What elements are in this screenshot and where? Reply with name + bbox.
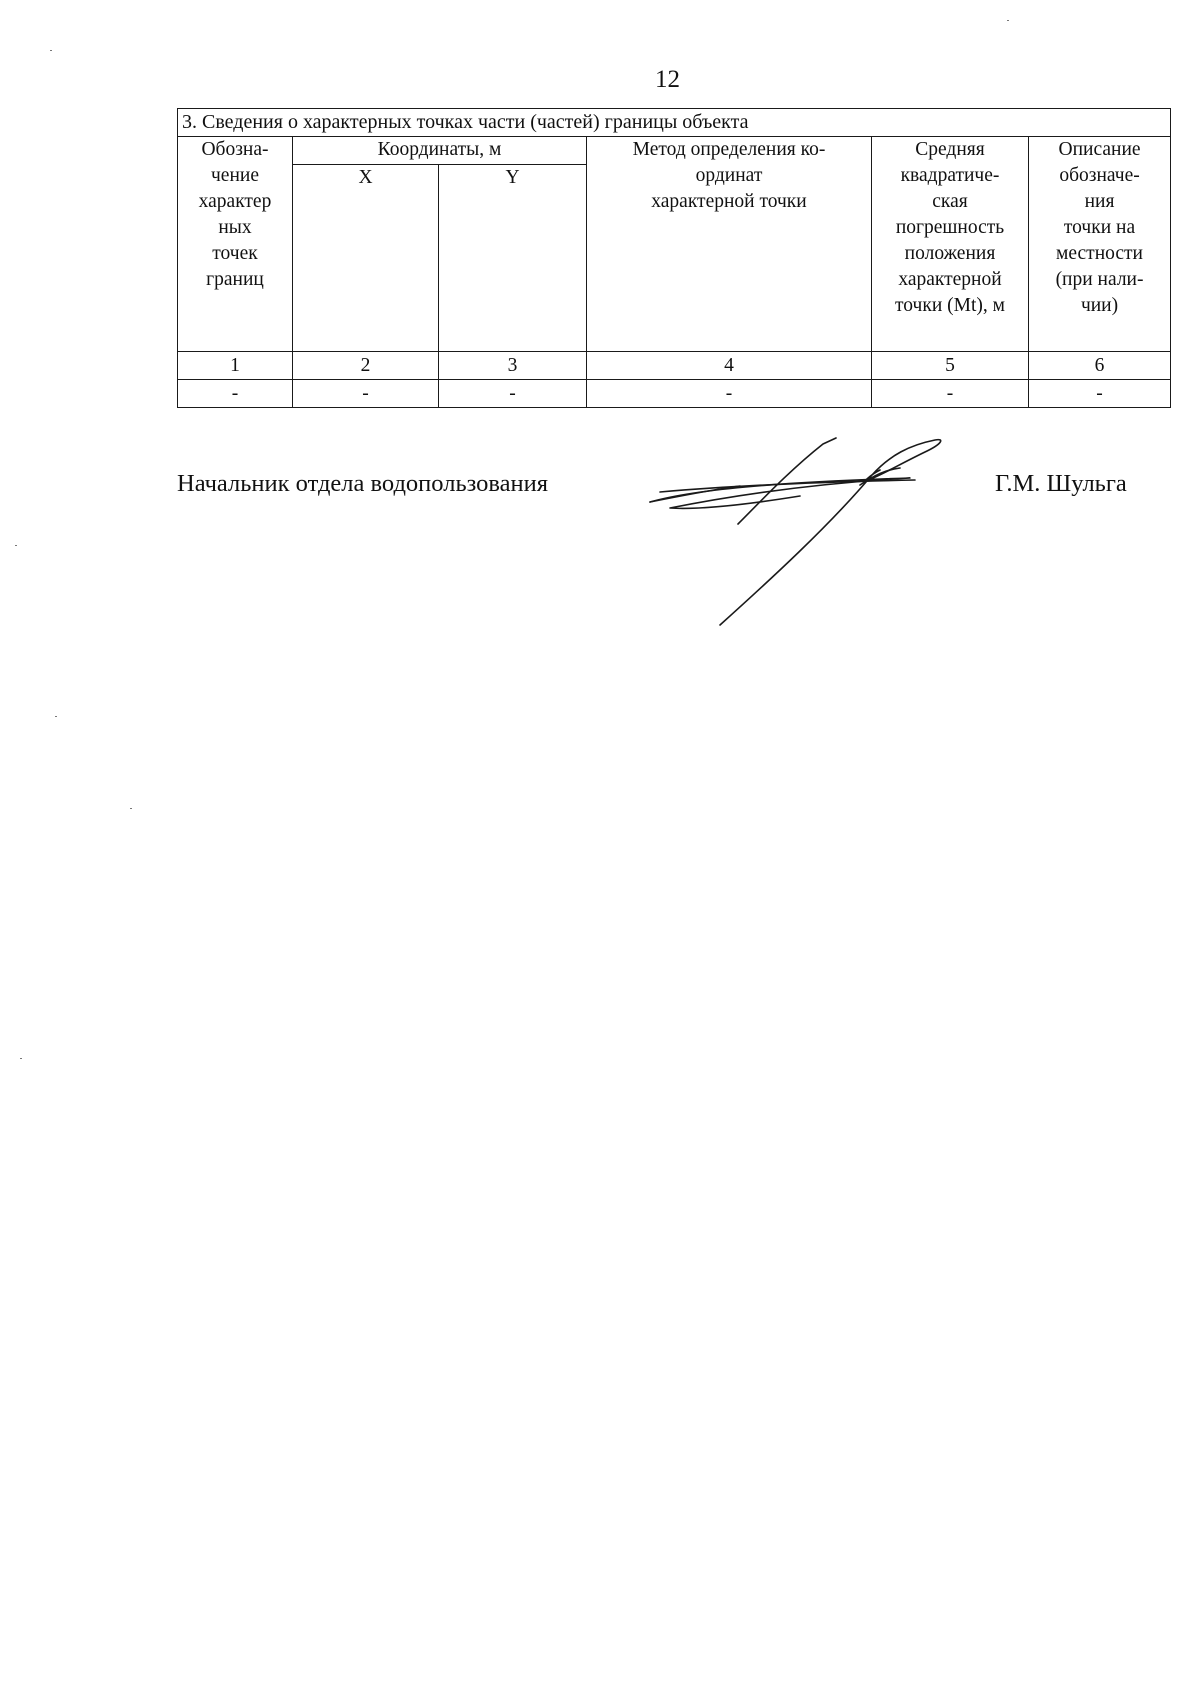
table-header-row [178, 137, 1171, 165]
scan-speck [130, 808, 132, 809]
scan-speck [55, 716, 57, 717]
boundary-points-table [177, 108, 1171, 408]
table-cell: - [293, 380, 439, 408]
header-error: Средняя квадратиче- ская погрешность положения характерной точки (Mt), м [872, 137, 1029, 352]
table-row [178, 380, 1171, 408]
column-number-row [178, 352, 1171, 380]
handwritten-signature [640, 430, 1010, 630]
column-number: 1 [178, 352, 293, 380]
column-number: 5 [872, 352, 1029, 380]
table-cell: - [872, 380, 1029, 408]
column-number: 3 [439, 352, 587, 380]
table-title-row [178, 109, 1171, 137]
scan-speck [1007, 20, 1009, 21]
table-cell: - [178, 380, 293, 408]
table-cell: - [439, 380, 587, 408]
header-designation: Обозна- чение характер ных точек границ [178, 137, 293, 352]
header-y: Y [439, 165, 587, 352]
column-number: 6 [1029, 352, 1171, 380]
scan-speck [20, 1058, 22, 1059]
section-title: 3. Сведения о характерных точках части (частей) границы объекта [178, 109, 1171, 137]
header-method: Метод определения ко- ординат характерной точки [587, 137, 872, 352]
header-description: Описание обозначе- ния точки на местности (при нали- чии) [1029, 137, 1171, 352]
header-x: X [293, 165, 439, 352]
signer-name: Г.М. Шульга [995, 470, 1127, 497]
table-cell: - [1029, 380, 1171, 408]
scan-speck [50, 50, 52, 51]
column-number: 2 [293, 352, 439, 380]
header-coordinates: Координаты, м [293, 137, 587, 165]
position-title: Начальник отдела водопользования [177, 470, 549, 497]
table-cell: - [587, 380, 872, 408]
page-number: 12 [655, 66, 680, 93]
scan-speck [15, 545, 17, 546]
column-number: 4 [587, 352, 872, 380]
